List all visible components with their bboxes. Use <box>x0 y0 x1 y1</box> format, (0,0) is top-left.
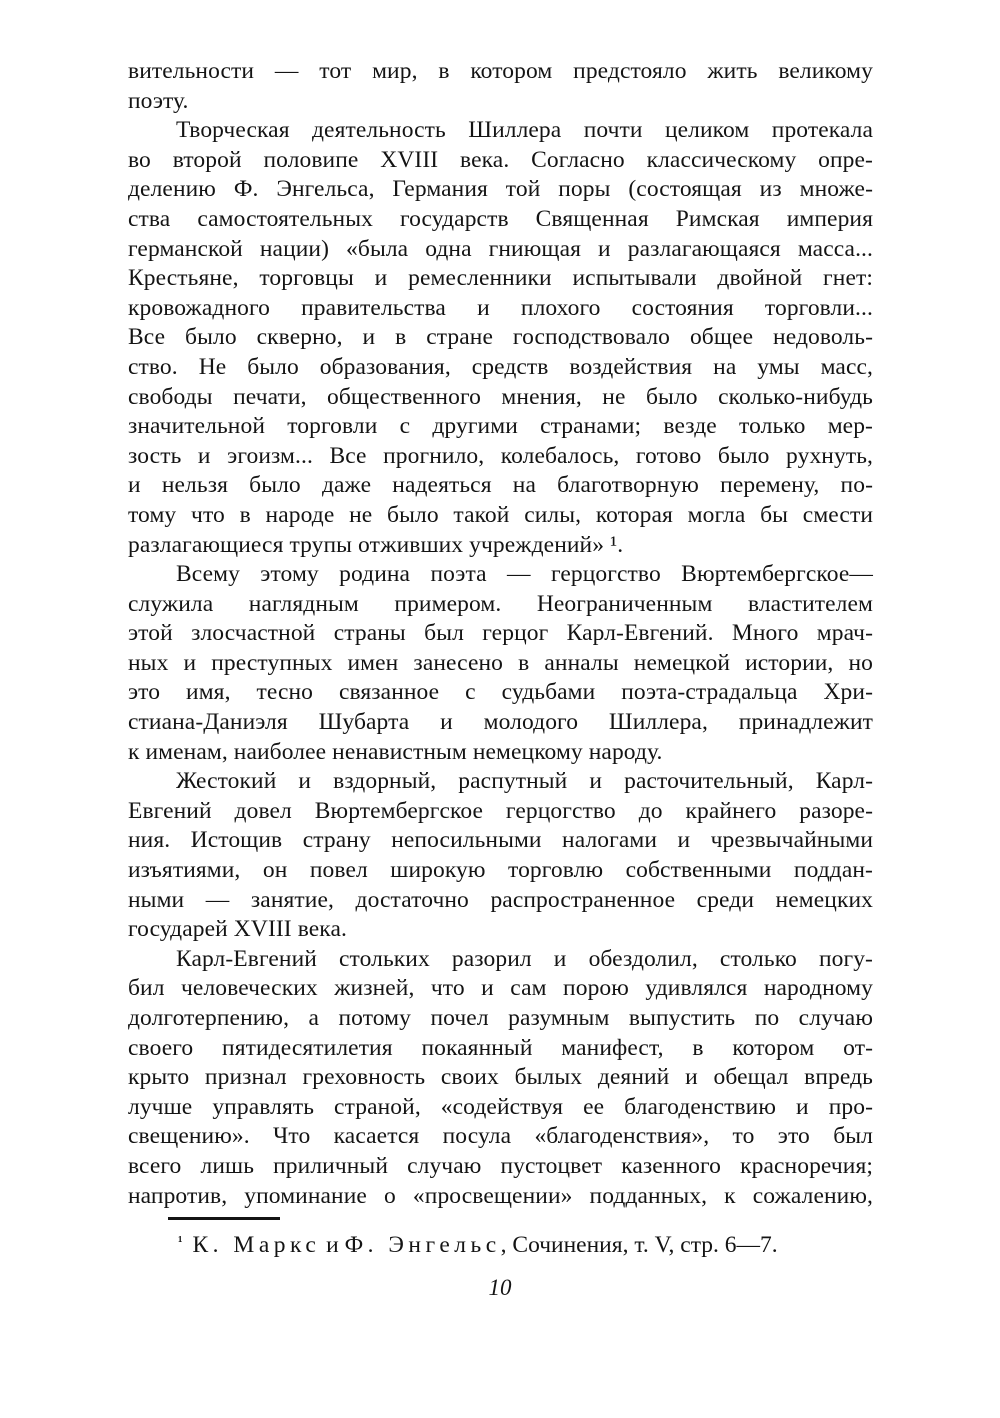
footnote-author: К. Маркс <box>192 1232 321 1258</box>
footnote <box>178 1228 878 1260</box>
text-line: служила наглядным примером. Неограниченным властителем <box>128 590 873 617</box>
text-line: своего пятидесятилетия покаянный манифест, в котором от- <box>128 1034 873 1061</box>
text-line: ства самостоятельных государств Священная Римская империя <box>128 205 873 232</box>
text-line: Все было скверно, и в стране господствовало общее недоволь- <box>128 324 873 351</box>
text-line: стиана-Даниэля Шубарта и молодого Шиллера, принадлежит <box>128 709 873 736</box>
text-line: изъятиями, он повел широкую торговлю собственными поддан- <box>128 857 873 884</box>
text-line: напротив, упоминание о «просвещении» подданных, к сожалению, <box>128 1182 873 1209</box>
text-line: тому что в народе не было такой силы, которая могла бы смести <box>128 501 873 528</box>
text-line: ными — занятие, достаточно распространенное среди немецких <box>128 886 873 913</box>
text-line: Всему этому родина поэта — герцогство Вюртембергское— <box>176 561 873 588</box>
page-number: 10 <box>488 1275 512 1300</box>
text-line: германской нации) «была одна гниющая и разлагающаяся масса... <box>128 235 873 262</box>
text-line: Евгений довел Вюртембергское герцогство до крайнего разоре- <box>128 797 873 824</box>
text-line: лучше управлять страной, «содействуя ее благоденствию и про- <box>128 1093 873 1120</box>
text-line: бил человеческих жизней, что и сам порою удивлялся народному <box>128 975 873 1002</box>
text-line: ство. Не было образования, средств воздействия на умы масс, <box>128 353 873 380</box>
text-line: Жестокий и вздорный, распутный и расточительный, Карл- <box>176 768 873 795</box>
footnote-citation: , Сочинения, т. V, стр. 6—7. <box>500 1232 778 1258</box>
text-line: долготерпению, а потому почел разумным выпустить по случаю <box>128 1005 873 1031</box>
text-line: свещению». Что касается посула «благоденствия», то это был <box>128 1123 873 1150</box>
text-line: поэту. <box>128 87 189 114</box>
body-text <box>128 57 873 1211</box>
text-line: Крестьяне, торговцы и ремесленники испытывали двойной гнет: <box>128 265 873 292</box>
text-line: во второй половипе XVIII века. Согласно классическому опре- <box>128 146 873 173</box>
footnote-divider <box>168 1217 280 1220</box>
text-line: Карл-Евгений стольких разорил и обездолил, столько погу- <box>176 945 873 972</box>
text-line: этой злосчастной страны был герцог Карл-Евгений. Много мрач- <box>128 620 873 647</box>
text-line: ных и преступных имен занесено в анналы немецкой истории, но <box>128 649 873 676</box>
text-line: это имя, тесно связанное с судьбами поэта-страдальца Хри- <box>128 679 873 706</box>
footnote-author: Ф. Энгельс <box>344 1232 501 1258</box>
text-line: Творческая деятельность Шиллера почти целиком протекала <box>176 117 873 144</box>
text-line: государей XVIII века. <box>128 916 347 943</box>
text-line: свободы печати, общественного мнения, не было сколько-нибудь <box>128 383 873 410</box>
footnote-conjunction: и <box>320 1232 345 1258</box>
text-line: всего лишь приличный случаю пустоцвет казенного красноречия; <box>128 1152 873 1179</box>
footnote-mark: ¹ <box>178 1234 183 1250</box>
text-line: крыто признал греховность своих былых деяний и обещал впредь <box>128 1064 873 1091</box>
text-line: кровожадного правительства и плохого состояния торговли... <box>128 294 873 321</box>
text-line: вительности — тот мир, в котором предстояло жить великому <box>128 58 873 84</box>
text-line: и нельзя было даже надеяться на благотворную перемену, по- <box>128 472 873 499</box>
text-line: к именам, наиболее ненавистным немецкому народу. <box>128 738 663 765</box>
text-line: зость и эгоизм... Все прогнило, колебалось, готово было рухнуть, <box>128 442 873 469</box>
text-line: разлагающиеся трупы отживших учреждений» ¹. <box>128 531 624 558</box>
text-line: ния. Истощив страну непосильными налогами и чрезвычайными <box>128 827 873 854</box>
text-line: значительной торговли с другими странами; везде только мер- <box>128 413 873 440</box>
text-line: делению Ф. Энгельса, Германия той поры (состоящая из множе- <box>128 176 873 203</box>
